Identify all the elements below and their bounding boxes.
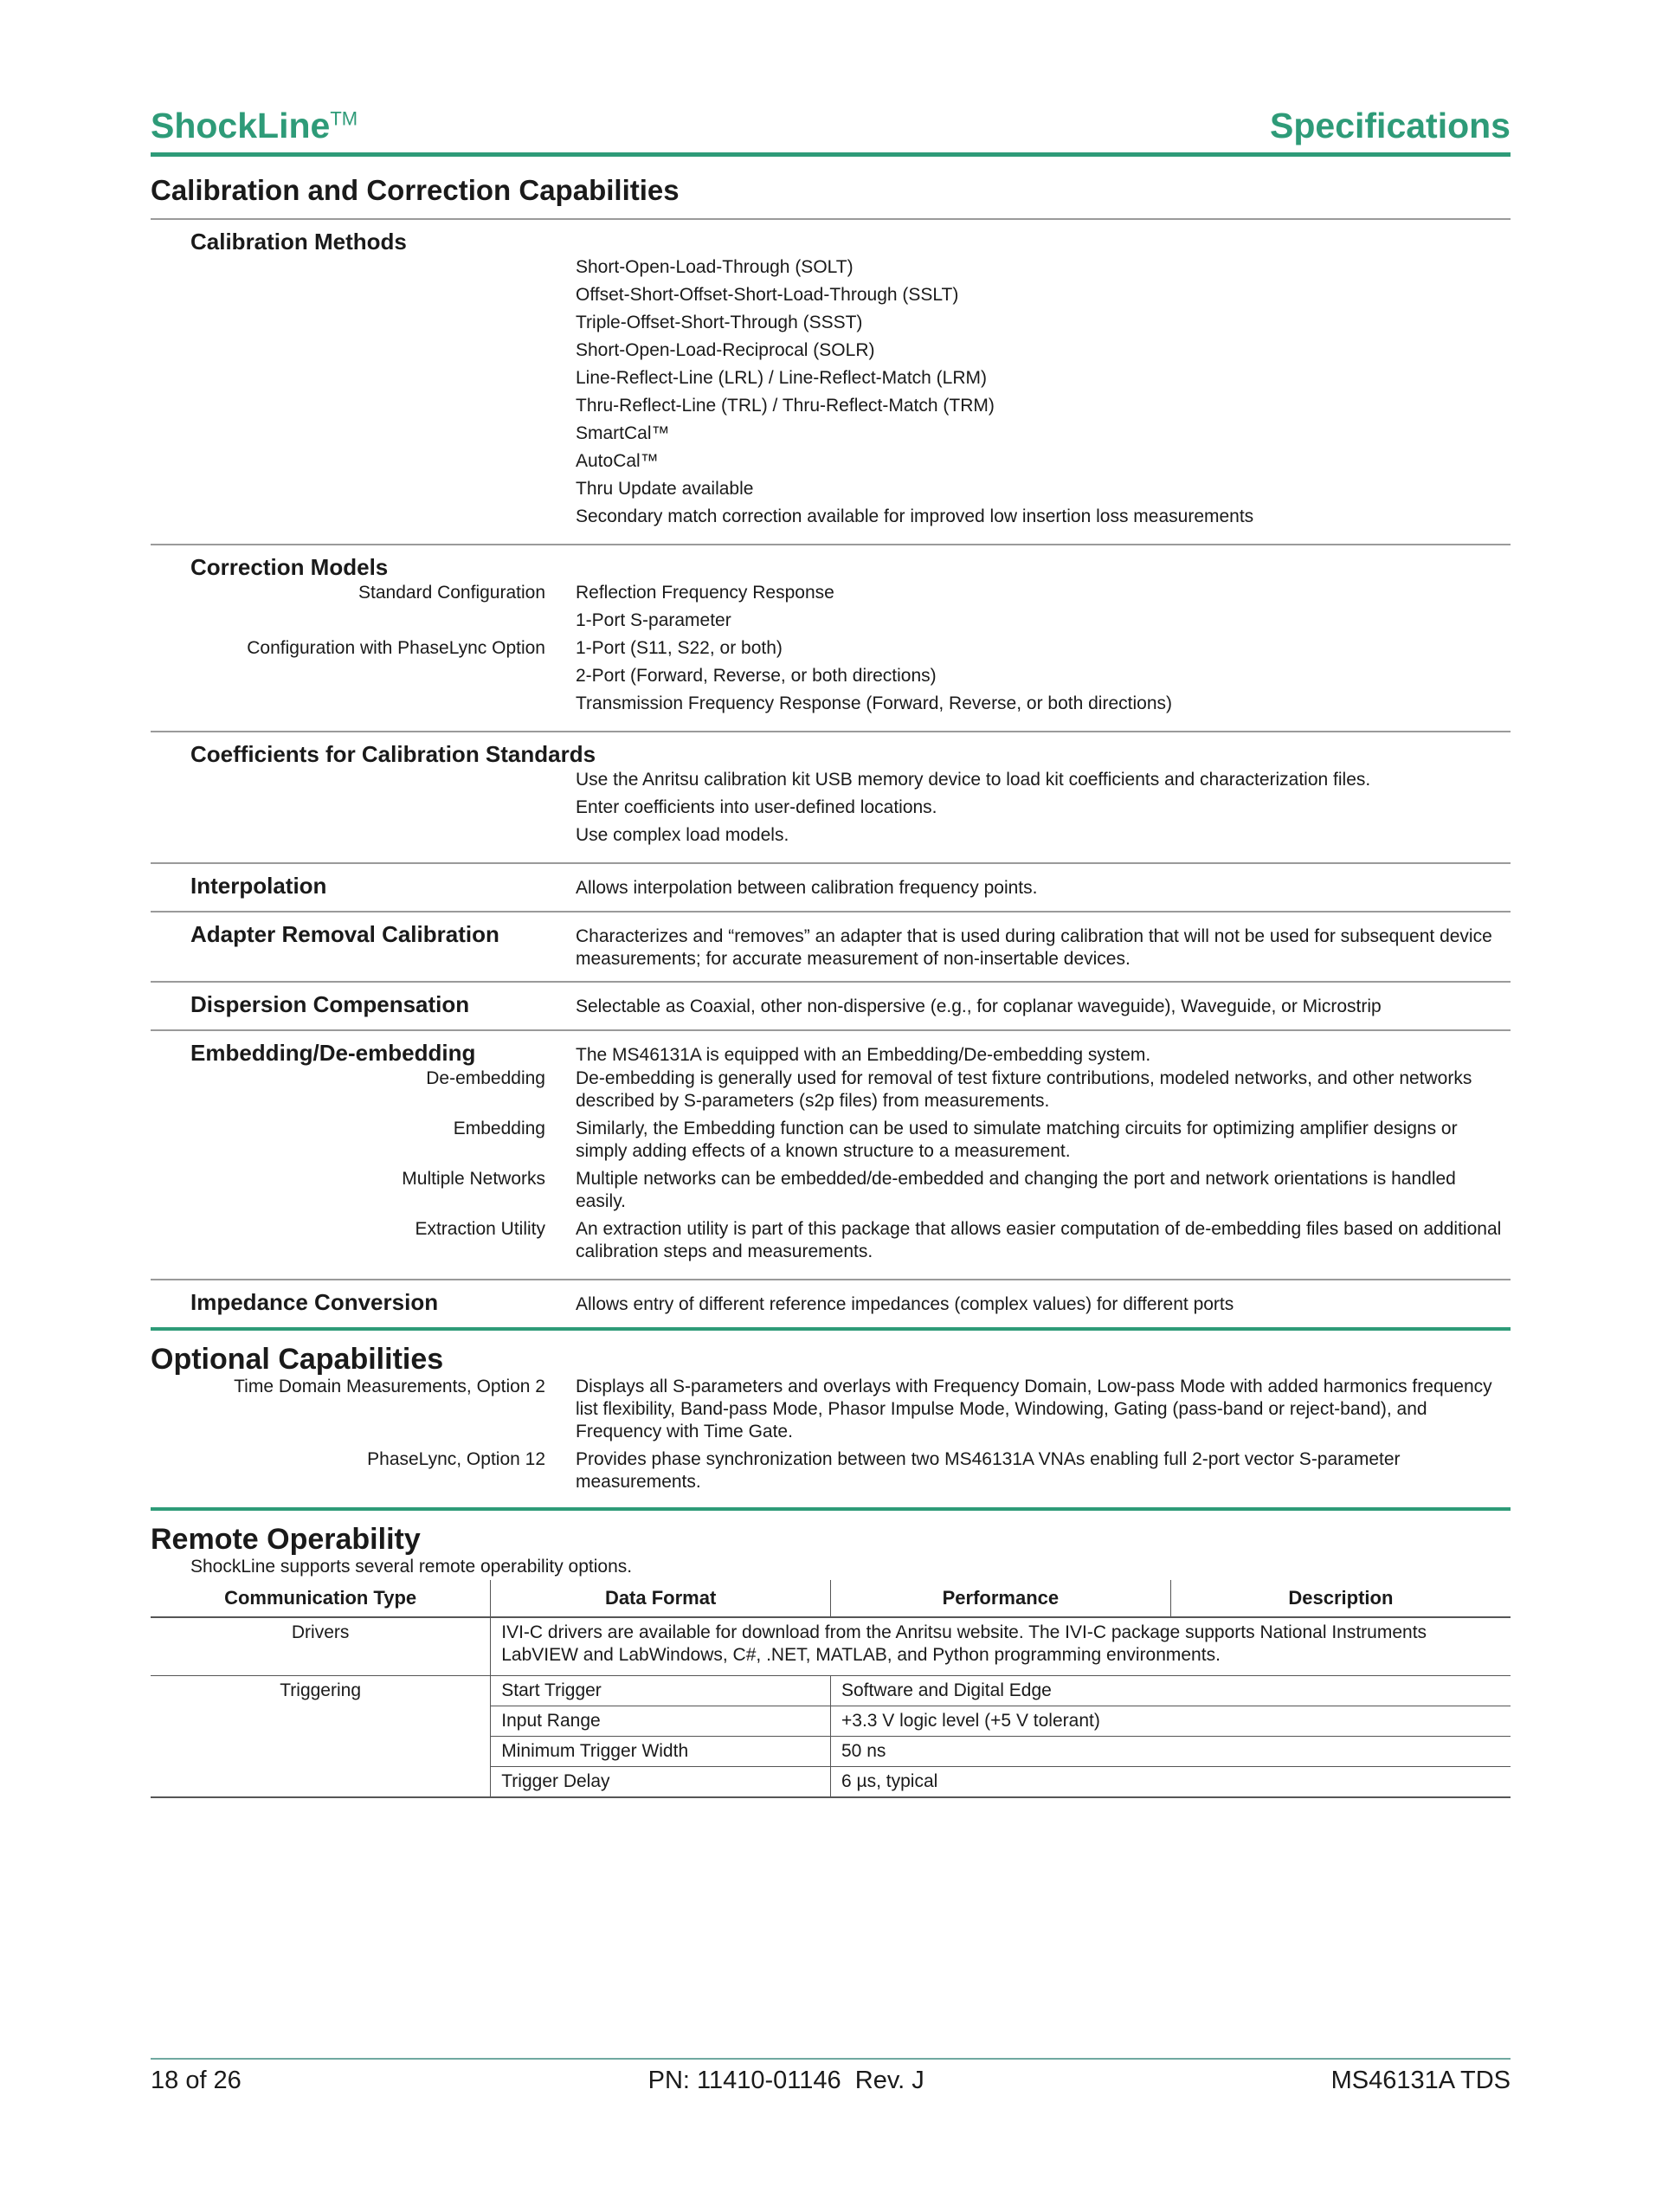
spec-value: Allows interpolation between calibration frequency points. xyxy=(576,878,1038,898)
data-format-cell: Start Trigger xyxy=(491,1676,831,1706)
remote-operability-table xyxy=(151,1580,1511,1798)
table-row xyxy=(151,1676,1511,1706)
spec-label xyxy=(151,769,545,796)
spec-row xyxy=(151,824,1511,852)
spec-row xyxy=(151,1448,1511,1499)
spec-value: Thru Update available xyxy=(576,479,754,499)
spec-value: The MS46131A is equipped with an Embedding/De-embedding system. xyxy=(576,1045,1151,1065)
spec-label xyxy=(151,478,545,506)
spec-row xyxy=(151,478,1511,506)
spec-label xyxy=(151,506,545,533)
spec-value: Line-Reflect-Line (LRL) / Line-Reflect-Match (LRM) xyxy=(576,368,987,388)
spec-row xyxy=(151,312,1511,339)
spec-label xyxy=(151,693,545,720)
spec-label xyxy=(151,450,545,478)
spec-row xyxy=(151,506,1511,533)
spec-group-header xyxy=(151,990,1511,1019)
spec-group-header xyxy=(151,1287,1511,1317)
trademark: TM xyxy=(330,107,358,130)
spec-row xyxy=(151,1118,1511,1168)
spec-value: Short-Open-Load-Reciprocal (SOLR) xyxy=(576,340,875,360)
spec-row xyxy=(151,637,1511,665)
spec-group-title: Coefficients for Calibration Standards xyxy=(190,741,596,767)
spec-row xyxy=(151,367,1511,395)
performance-cell: 50 ns xyxy=(831,1737,1511,1767)
spec-row xyxy=(151,1168,1511,1218)
spec-group-header xyxy=(151,1038,1511,1067)
spec-label xyxy=(151,796,545,824)
spec-group xyxy=(151,911,1511,981)
spec-label: Time Domain Measurements, Option 2 xyxy=(234,1377,545,1396)
part-number: PN: 11410-01146 Rev. J xyxy=(647,2067,924,2094)
column-header: Communication Type xyxy=(151,1580,491,1617)
spec-row xyxy=(151,1067,1511,1118)
spec-value: Provides phase synchronization between two MS46131A VNAs enabling full 2-port vector S-parameter measurements. xyxy=(576,1449,1401,1492)
section-title-optional: Optional Capabilities xyxy=(151,1343,444,1376)
spec-group xyxy=(151,981,1511,1029)
spec-row xyxy=(151,422,1511,450)
spec-label: PhaseLync, Option 12 xyxy=(367,1449,545,1469)
spec-group-title: Correction Models xyxy=(190,554,389,580)
spec-group xyxy=(151,544,1511,731)
spec-value: Multiple networks can be embedded/de-embedded and changing the port and network orientations is handled easily. xyxy=(576,1169,1456,1211)
page xyxy=(151,102,1511,1798)
remote-subtitle: ShockLine supports several remote operability options. xyxy=(190,1557,633,1577)
spec-label xyxy=(151,284,545,312)
spec-group-title: Calibration Methods xyxy=(190,229,407,255)
column-header: Data Format xyxy=(491,1580,831,1617)
spec-row xyxy=(151,256,1511,284)
brand-name: ShockLine xyxy=(151,106,331,145)
spec-group xyxy=(151,218,1511,544)
performance-cell: 6 µs, typical xyxy=(831,1767,1511,1798)
spec-value: 1-Port S-parameter xyxy=(576,610,731,630)
spec-row xyxy=(151,1218,1511,1268)
data-format-cell: Input Range xyxy=(491,1706,831,1737)
page-footer xyxy=(151,2058,1511,2095)
page-header xyxy=(151,102,1511,157)
spec-label: De-embedding xyxy=(426,1068,545,1088)
spec-label: Standard Configuration xyxy=(358,583,545,603)
spec-value: Displays all S-parameters and overlays with Frequency Domain, Low-pass Mode with added harmonics frequency list flexibility, Band-pass Mode, Phasor Impulse Mode, Windowing, Gating (pass-band or reject-band), and Frequency with Time Gate. xyxy=(576,1377,1492,1441)
spec-value: SmartCal™ xyxy=(576,423,670,443)
spec-value: Selectable as Coaxial, other non-dispersive (e.g., for coplanar waveguide), Waveguide, or Microstrip xyxy=(576,996,1382,1016)
spec-group xyxy=(151,1029,1511,1279)
spec-group-title: Interpolation xyxy=(190,873,327,899)
section-title-calibration: Calibration and Correction Capabilities xyxy=(151,174,680,206)
spec-value: 1-Port (S11, S22, or both) xyxy=(576,638,783,658)
spec-group-header xyxy=(151,871,1511,900)
spec-value: Thru-Reflect-Line (TRL) / Thru-Reflect-Match (TRM) xyxy=(576,396,995,416)
performance-cell: Software and Digital Edge xyxy=(831,1676,1511,1706)
table-row xyxy=(151,1617,1511,1676)
spec-label: Multiple Networks xyxy=(402,1169,545,1189)
spec-row xyxy=(151,665,1511,693)
spec-label xyxy=(151,824,545,852)
spec-value: Characterizes and “removes” an adapter that is used during calibration that will not be used for subsequent device measurements; for accurate measurement of non-insertable devices. xyxy=(576,926,1492,969)
spec-value: De-embedding is generally used for removal of test fixture contributions, modeled networks, and other networks described by S-parameters (s2p files) from measurements. xyxy=(576,1068,1472,1111)
spec-row xyxy=(151,395,1511,422)
spec-value: Enter coefficients into user-defined locations. xyxy=(576,797,937,817)
comm-type-cell: Triggering xyxy=(151,1676,491,1798)
data-format-cell: Trigger Delay xyxy=(491,1767,831,1798)
column-header: Performance xyxy=(831,1580,1171,1617)
spec-row xyxy=(151,582,1511,609)
spec-label xyxy=(151,395,545,422)
page-number: 18 of 26 xyxy=(151,2067,242,2094)
optional-capabilities xyxy=(151,1376,1511,1507)
spec-label xyxy=(151,665,545,693)
spec-value: Use the Anritsu calibration kit USB memory device to load kit coefficients and characterization files. xyxy=(576,770,1371,790)
performance-cell: +3.3 V logic level (+5 V tolerant) xyxy=(831,1706,1511,1737)
spec-label xyxy=(151,609,545,637)
spec-label: Embedding xyxy=(453,1119,545,1138)
spec-group xyxy=(151,1279,1511,1327)
section-title-remote: Remote Operability xyxy=(151,1523,421,1556)
spec-row xyxy=(151,450,1511,478)
spec-group-title: Adapter Removal Calibration xyxy=(190,921,499,947)
spec-row xyxy=(151,693,1511,720)
spec-row xyxy=(151,609,1511,637)
spec-value: Use complex load models. xyxy=(576,825,789,845)
brand-title xyxy=(151,108,358,152)
spec-row xyxy=(151,769,1511,796)
spec-group xyxy=(151,731,1511,862)
spec-value: An extraction utility is part of this package that allows easier computation of de-embedding files based on additional calibration steps and measurements. xyxy=(576,1219,1502,1261)
spec-value: Triple-Offset-Short-Through (SSST) xyxy=(576,313,863,332)
spec-value: Allows entry of different reference impedances (complex values) for different ports xyxy=(576,1294,1234,1314)
spec-group xyxy=(151,862,1511,911)
spec-group-title: Dispersion Compensation xyxy=(190,991,470,1017)
spec-group-title: Impedance Conversion xyxy=(190,1289,439,1315)
spec-label xyxy=(151,367,545,395)
spec-label: Extraction Utility xyxy=(415,1219,545,1239)
spec-label xyxy=(151,422,545,450)
spec-label xyxy=(151,256,545,284)
spec-label: Configuration with PhaseLync Option xyxy=(247,638,545,658)
column-header: Description xyxy=(1170,1580,1511,1617)
spec-row xyxy=(151,1376,1511,1448)
drivers-description: IVI-C drivers are available for download from the Anritsu website. The IVI-C package supports National Instruments LabVIEW and LabWindows, C#, .NET, MATLAB, and Python programming environments. xyxy=(491,1617,1511,1676)
spec-value: Transmission Frequency Response (Forward, Reverse, or both directions) xyxy=(576,693,1172,713)
spec-value: 2-Port (Forward, Reverse, or both directions) xyxy=(576,666,937,686)
spec-value: Similarly, the Embedding function can be used to simulate matching circuits for optimizing amplifier designs or simply adding effects of a known structure to a measurement. xyxy=(576,1119,1458,1161)
spec-value: Reflection Frequency Response xyxy=(576,583,834,603)
spec-label xyxy=(151,339,545,367)
calibration-groups xyxy=(151,218,1511,1327)
spec-value: Offset-Short-Offset-Short-Load-Through (SSLT) xyxy=(576,285,959,305)
spec-row xyxy=(151,284,1511,312)
spec-row xyxy=(151,339,1511,367)
spec-group-title: Embedding/De-embedding xyxy=(190,1040,476,1066)
spec-label xyxy=(151,312,545,339)
document-id: MS46131A TDS xyxy=(1330,2067,1511,2094)
spec-value: AutoCal™ xyxy=(576,451,659,471)
spec-value: Secondary match correction available for improved low insertion loss measurements xyxy=(576,506,1254,526)
spec-row xyxy=(151,796,1511,824)
section-label: Specifications xyxy=(1270,106,1511,145)
spec-value: Short-Open-Load-Through (SOLT) xyxy=(576,257,854,277)
table-header-row xyxy=(151,1580,1511,1617)
data-format-cell: Minimum Trigger Width xyxy=(491,1737,831,1767)
comm-type-cell: Drivers xyxy=(151,1617,491,1676)
spec-group-header xyxy=(151,919,1511,971)
